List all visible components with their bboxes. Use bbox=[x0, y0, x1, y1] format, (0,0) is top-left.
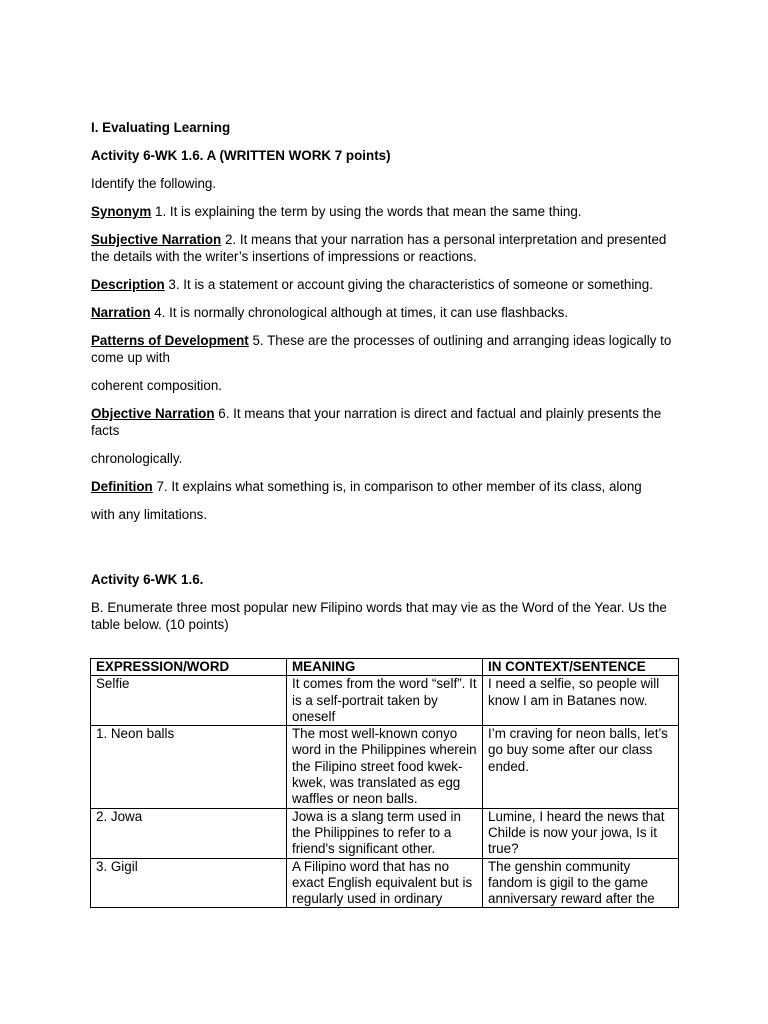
table-cell: The genshin community fandom is gigil to the game anniversary reward after the bbox=[483, 858, 679, 908]
table-cell: The most well-known conyo word in the Philippines wherein the Filipino street food kwek-kwek, was translated as egg waffles or neon balls. bbox=[287, 726, 483, 808]
item-subjective-narration bbox=[91, 231, 681, 265]
item-patterns-of-development bbox=[91, 332, 681, 366]
item-synonym bbox=[91, 203, 681, 220]
item-term: Synonym bbox=[91, 204, 152, 219]
item-continuation: with any limitations. bbox=[91, 507, 208, 522]
item-text: 3. It is a statement or account giving the characteristics of someone or something. bbox=[164, 277, 653, 292]
table-row bbox=[91, 858, 679, 908]
table-row bbox=[91, 726, 679, 808]
item-text: 5. These are the processes of outlining and arranging ideas logically to come up with bbox=[91, 333, 672, 365]
item-term: Description bbox=[91, 277, 165, 292]
item-term: Objective Narration bbox=[91, 406, 215, 421]
item-text: 1. It is explaining the term by using the words that mean the same thing. bbox=[151, 204, 582, 219]
table-cell: 1. Neon balls bbox=[91, 726, 287, 808]
item-term: Narration bbox=[91, 305, 151, 320]
document-page bbox=[91, 119, 681, 633]
activity-b-title: Activity 6-WK 1.6. bbox=[91, 572, 204, 587]
table-cell: I need a selfie, so people will know I am in Batanes now. bbox=[483, 676, 679, 726]
table-cell: Jowa is a slang term used in the Philippines to refer to a friend's significant other. bbox=[287, 808, 483, 858]
activity-a-instruction: Identify the following. bbox=[91, 176, 217, 191]
item-definition bbox=[91, 478, 681, 495]
words-table bbox=[90, 658, 679, 908]
table-cell: Selfie bbox=[91, 676, 287, 726]
item-description bbox=[91, 276, 681, 293]
table-cell: I’m craving for neon balls, let’s go buy some after our class ended. bbox=[483, 726, 679, 808]
table-cell: Lumine, I heard the news that Childe is now your jowa, Is it true? bbox=[483, 808, 679, 858]
column-header: EXPRESSION/WORD bbox=[91, 659, 287, 676]
item-text: 6. It means that your narration is direct and factual and plainly presents the facts bbox=[91, 406, 662, 438]
table-cell: It comes from the word “self”. It is a self-portrait taken by oneself bbox=[287, 676, 483, 726]
item-continuation: coherent composition. bbox=[91, 378, 223, 393]
section-title: I. Evaluating Learning bbox=[91, 120, 231, 135]
item-text: 2. It means that your narration has a personal interpretation and presented the details with the writer’s insertions of impressions or reactions. bbox=[91, 232, 667, 264]
column-header: IN CONTEXT/SENTENCE bbox=[483, 659, 679, 676]
column-header: MEANING bbox=[287, 659, 483, 676]
item-continuation: chronologically. bbox=[91, 451, 183, 466]
section-spacer bbox=[91, 523, 681, 571]
item-text: 7. It explains what something is, in comparison to other member of its class, along bbox=[152, 479, 642, 494]
table-cell: 3. Gigil bbox=[91, 858, 287, 908]
table-cell: A Filipino word that has no exact English equivalent but is regularly used in ordinary bbox=[287, 858, 483, 908]
item-text: 4. It is normally chronological although at times, it can use flashbacks. bbox=[150, 305, 569, 320]
item-term: Subjective Narration bbox=[91, 232, 222, 247]
activity-b-instruction: B. Enumerate three most popular new Filipino words that may vie as the Word of the Year. Us the table below. (10 points) bbox=[91, 600, 667, 632]
item-term: Definition bbox=[91, 479, 153, 494]
item-objective-narration bbox=[91, 405, 681, 439]
table-cell: 2. Jowa bbox=[91, 808, 287, 858]
table-row bbox=[91, 676, 679, 726]
table-header-row bbox=[91, 659, 679, 676]
item-narration bbox=[91, 304, 681, 321]
activity-a-title: Activity 6-WK 1.6. A (WRITTEN WORK 7 points) bbox=[91, 148, 391, 163]
item-term: Patterns of Development bbox=[91, 333, 249, 348]
table-row bbox=[91, 808, 679, 858]
